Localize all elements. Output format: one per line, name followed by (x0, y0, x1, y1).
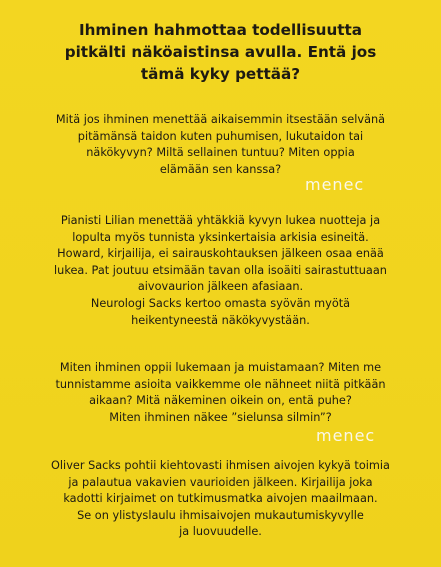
text-line: aivovaurion jälkeen afasiaan. (137, 280, 304, 294)
text-line: Miten ihminen oppii lukemaan ja muistamaan? Miten me (59, 361, 382, 374)
headline-line: pitkälti näköaistinsa avulla. Entä jos (64, 43, 377, 61)
paragraph-questions (40, 360, 401, 426)
text-line: heikentyneestä näkökyvystään. (131, 313, 310, 327)
headline-line: Ihminen hahmottaa todellisuutta (78, 21, 363, 39)
text-line: Se on ylistyslaulu ihmisaivojen mukautumiskyvylle (77, 508, 364, 522)
text-line: Miten ihminen näkee ”sielunsa silmin”? (109, 410, 332, 424)
paragraph-cases (40, 213, 401, 329)
text-line: pitämänsä taidon kuten puhumisen, lukutaidon tai (77, 129, 364, 143)
watermark: menec (305, 175, 365, 194)
text-line: ja luovuudelle. (179, 525, 262, 539)
text-line: näkökyvyn? Miltä sellainen tuntuu? Miten oppia (86, 146, 355, 160)
text-line: Neurologi Sacks kertoo omasta syövän myötä (90, 296, 351, 310)
text-line: lukea. Pat joutuu etsimään tavan olla isoäiti sairastuttuaan (54, 263, 387, 277)
text-line: Pianisti Lilian menettää yhtäkkiä kyvyn lukea nuotteja ja (60, 214, 381, 227)
text-line: lopulta myös tunnista yksinkertaisia arkisia esineitä. (72, 230, 369, 244)
text-line: Howard, kirjailija, ei sairauskohtauksen jälkeen osaa enää (57, 247, 384, 261)
text-line: Mitä jos ihminen menettää aikaisemmin itsestään selvänä (55, 113, 386, 126)
text-line: tunnistamme asioita vaikkemme ole nähneet niitä pitkään (55, 377, 386, 391)
cover-headline (40, 19, 401, 85)
text-line: elämään sen kanssa? (159, 162, 282, 176)
headline-line: tämä kyky pettää? (140, 65, 301, 83)
text-line: kadotti kirjaimet on tutkimusmatka aivojen maailmaan. (63, 492, 378, 506)
text-line: ja palautua vakavien vaurioiden jälkeen. Kirjailija joka (68, 475, 373, 489)
text-line: aikaan? Mitä näkeminen oikein on, entä puhe? (89, 394, 352, 408)
text-line: Oliver Sacks pohtii kiehtovasti ihmisen aivojen kykyä toimia (51, 459, 390, 472)
paragraph-summary (40, 458, 401, 541)
paragraph-intro (40, 112, 401, 178)
watermark: menec (316, 426, 376, 445)
